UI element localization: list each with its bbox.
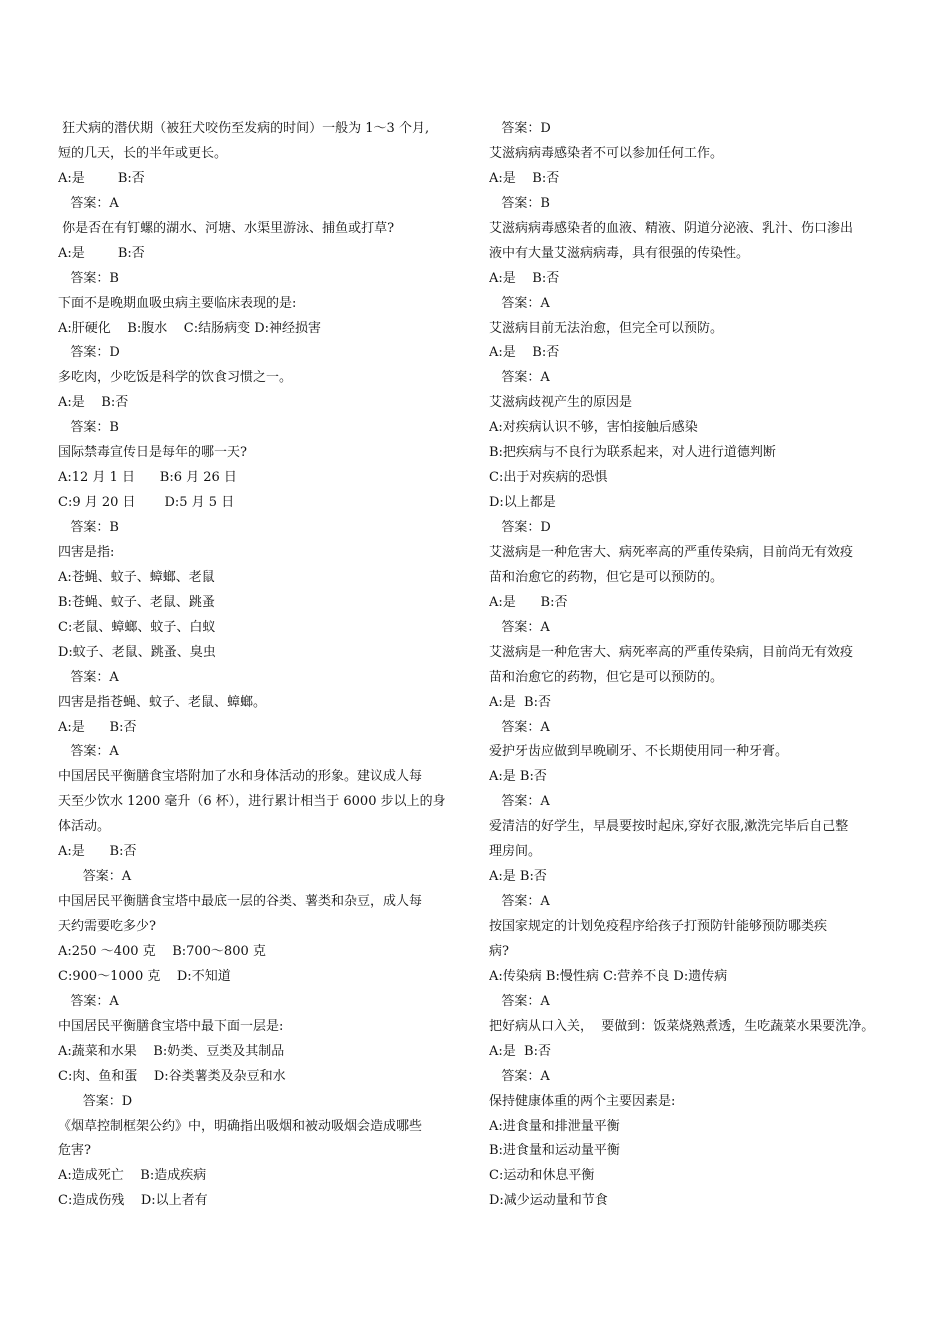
option-line: A:是 B:否: [489, 170, 560, 186]
answer-line: 答案：B: [489, 195, 550, 211]
option-line: D:蚊子、老鼠、跳蚤、臭虫: [58, 644, 216, 660]
option-line: A:是 B:否: [489, 694, 551, 710]
answer-line: 答案：B: [58, 520, 119, 535]
answer-line: 答案：A: [489, 619, 550, 635]
option-line: A:是 B:否: [58, 245, 145, 261]
option-line: C:造成伤残 D:以上者有: [58, 1193, 208, 1209]
answer-line: 答案：A: [58, 744, 119, 760]
answer-line: 答案：A: [489, 993, 550, 1009]
option-line: A:造成死亡 B:造成疾病: [58, 1168, 207, 1184]
option-line: A:是 B:否: [489, 869, 547, 885]
answer-line: 答案：A: [489, 295, 550, 311]
answer-line: 答案：B: [58, 420, 119, 436]
option-line: B:苍蝇、蚊子、老鼠、跳蚤: [58, 594, 215, 610]
option-line: C:肉、鱼和蛋 D:谷类薯类及杂豆和水: [58, 1068, 286, 1084]
question-line: 中国居民平衡膳食宝塔中最底一层的谷类、薯类和杂豆，成人每: [58, 894, 423, 910]
answer-line: 答案：A: [489, 1068, 550, 1084]
question-line: 艾滋病病毒感染者不可以参加任何工作。: [489, 145, 724, 161]
option-line: D:减少运动量和节食: [489, 1193, 608, 1209]
option-line: C:出于对疾病的恐惧: [489, 470, 608, 486]
question-line: 四害是指苍蝇、蚊子、老鼠、蟑螂。: [58, 694, 267, 710]
question-line: 爱护牙齿应做到早晚刷牙、不长期使用同一种牙膏。: [489, 744, 789, 760]
option-line: A:是 B:否: [58, 170, 145, 186]
answer-line: 答案：D: [58, 1093, 133, 1109]
option-line: A:蔬菜和水果 B:奶类、豆类及其制品: [58, 1043, 285, 1059]
question-line: 艾滋病目前无法治愈，但完全可以预防。: [489, 320, 724, 336]
left-column: [58, 117, 463, 1214]
option-line: A:是 B:否: [58, 395, 129, 411]
answer-line: 答案：A: [489, 894, 550, 910]
question-line: 中国居民平衡膳食宝塔中最下面一层是:: [58, 1018, 284, 1034]
question-line: 多吃肉，少吃饭是科学的饮食习惯之一。: [58, 370, 293, 386]
option-line: B:进食量和运动量平衡: [489, 1143, 620, 1159]
answer-line: 答案：A: [489, 794, 550, 810]
question-line: 危害?: [58, 1143, 91, 1159]
question-line: 艾滋病歧视产生的原因是: [489, 395, 633, 411]
question-line: 体活动。: [58, 819, 111, 835]
option-line: C:老鼠、蟑螂、蚊子、白蚁: [58, 619, 216, 635]
question-line: 下面不是晚期血吸虫病主要临床表现的是:: [58, 295, 297, 311]
option-line: A:进食量和排泄量平衡: [489, 1118, 620, 1134]
question-line: 四害是指:: [58, 544, 115, 560]
right-column: [489, 117, 894, 1214]
option-line: A:是 B:否: [489, 345, 560, 361]
option-line: A:是 B:否: [489, 1043, 551, 1059]
option-line: A:12 月 1 日 B:6 月 26 日: [58, 470, 237, 486]
question-line: 把好病从口入关， 要做到：饭菜烧熟煮透，生吃蔬菜水果要洗净。: [489, 1018, 875, 1034]
option-line: A:肝硬化 B:腹水 C:结肠病变 D:神经损害: [58, 320, 322, 336]
question-line: 《烟草控制框架公约》中，明确指出吸烟和被动吸烟会造成哪些: [58, 1118, 423, 1134]
option-line: A:苍蝇、蚊子、蟑螂、老鼠: [58, 569, 215, 585]
option-line: A:传染病 B:慢性病 C:营养不良 D:遗传病: [489, 968, 728, 984]
question-line: 艾滋病病毒感染者的血液、精液、阴道分泌液、乳汁、伤口渗出: [489, 220, 854, 236]
question-line: 短的几天，长的半年或更长。: [58, 145, 228, 161]
question-line: 理房间。: [489, 844, 542, 860]
question-line: 保持健康体重的两个主要因素是:: [489, 1093, 676, 1109]
option-line: A:是 B:否: [58, 844, 137, 860]
question-line: 艾滋病是一种危害大、病死率高的严重传染病，目前尚无有效疫: [489, 544, 854, 560]
option-line: A:是 B:否: [489, 594, 568, 610]
option-line: A:是 B:否: [489, 270, 560, 286]
question-line: 狂犬病的潜伏期（被狂犬咬伤至发病的时间）一般为 1～3 个月,: [58, 121, 430, 136]
option-line: A:是 B:否: [58, 719, 137, 735]
option-line: C:900～1000 克 D:不知道: [58, 968, 231, 984]
question-line: 中国居民平衡膳食宝塔附加了水和身体活动的形象。建议成人每: [58, 769, 423, 785]
answer-line: 答案：A: [58, 669, 119, 685]
answer-line: 答案：A: [58, 869, 132, 885]
question-line: 爱清洁的好学生，早晨要按时起床,穿好衣服,漱洗完毕后自己整: [489, 819, 849, 835]
option-line: C:9 月 20 日 D:5 月 5 日: [58, 495, 235, 511]
option-line: A:250 ～400 克 B:700～800 克: [58, 943, 266, 959]
option-line: C:运动和休息平衡: [489, 1168, 595, 1184]
question-line: 艾滋病是一种危害大、病死率高的严重传染病，目前尚无有效疫: [489, 644, 854, 660]
answer-line: 答案：D: [489, 520, 551, 535]
question-line: 天约需要吃多少?: [58, 919, 156, 934]
option-line: A:是 B:否: [489, 769, 547, 785]
question-line: 病?: [489, 943, 509, 959]
answer-line: 答案：A: [489, 370, 550, 386]
answer-line: 答案：D: [489, 121, 551, 136]
option-line: B:把疾病与不良行为联系起来，对人进行道德判断: [489, 445, 776, 461]
answer-line: 答案：A: [58, 993, 119, 1009]
question-line: 你是否在有钉螺的湖水、河塘、水渠里游泳、捕鱼或打草?: [58, 220, 395, 236]
answer-line: 答案：B: [58, 270, 119, 286]
question-line: 天至少饮水 1200 毫升（6 杯），进行累计相当于 6000 步以上的身: [58, 794, 446, 810]
question-line: 按国家规定的计划免疫程序给孩子打预防针能够预防哪类疾: [489, 919, 828, 934]
question-line: 液中有大量艾滋病病毒，具有很强的传染性。: [489, 245, 750, 261]
question-line: 苗和治愈它的药物，但它是可以预防的。: [489, 669, 724, 685]
option-line: A:对疾病认识不够，害怕接触后感染: [489, 420, 698, 436]
answer-line: 答案：D: [58, 345, 120, 361]
question-line: 苗和治愈它的药物，但它是可以预防的。: [489, 569, 724, 585]
question-line: 国际禁毒宣传日是每年的哪一天?: [58, 445, 247, 461]
answer-line: 答案：A: [58, 195, 119, 211]
option-line: D:以上都是: [489, 495, 556, 511]
answer-line: 答案：A: [489, 719, 550, 735]
